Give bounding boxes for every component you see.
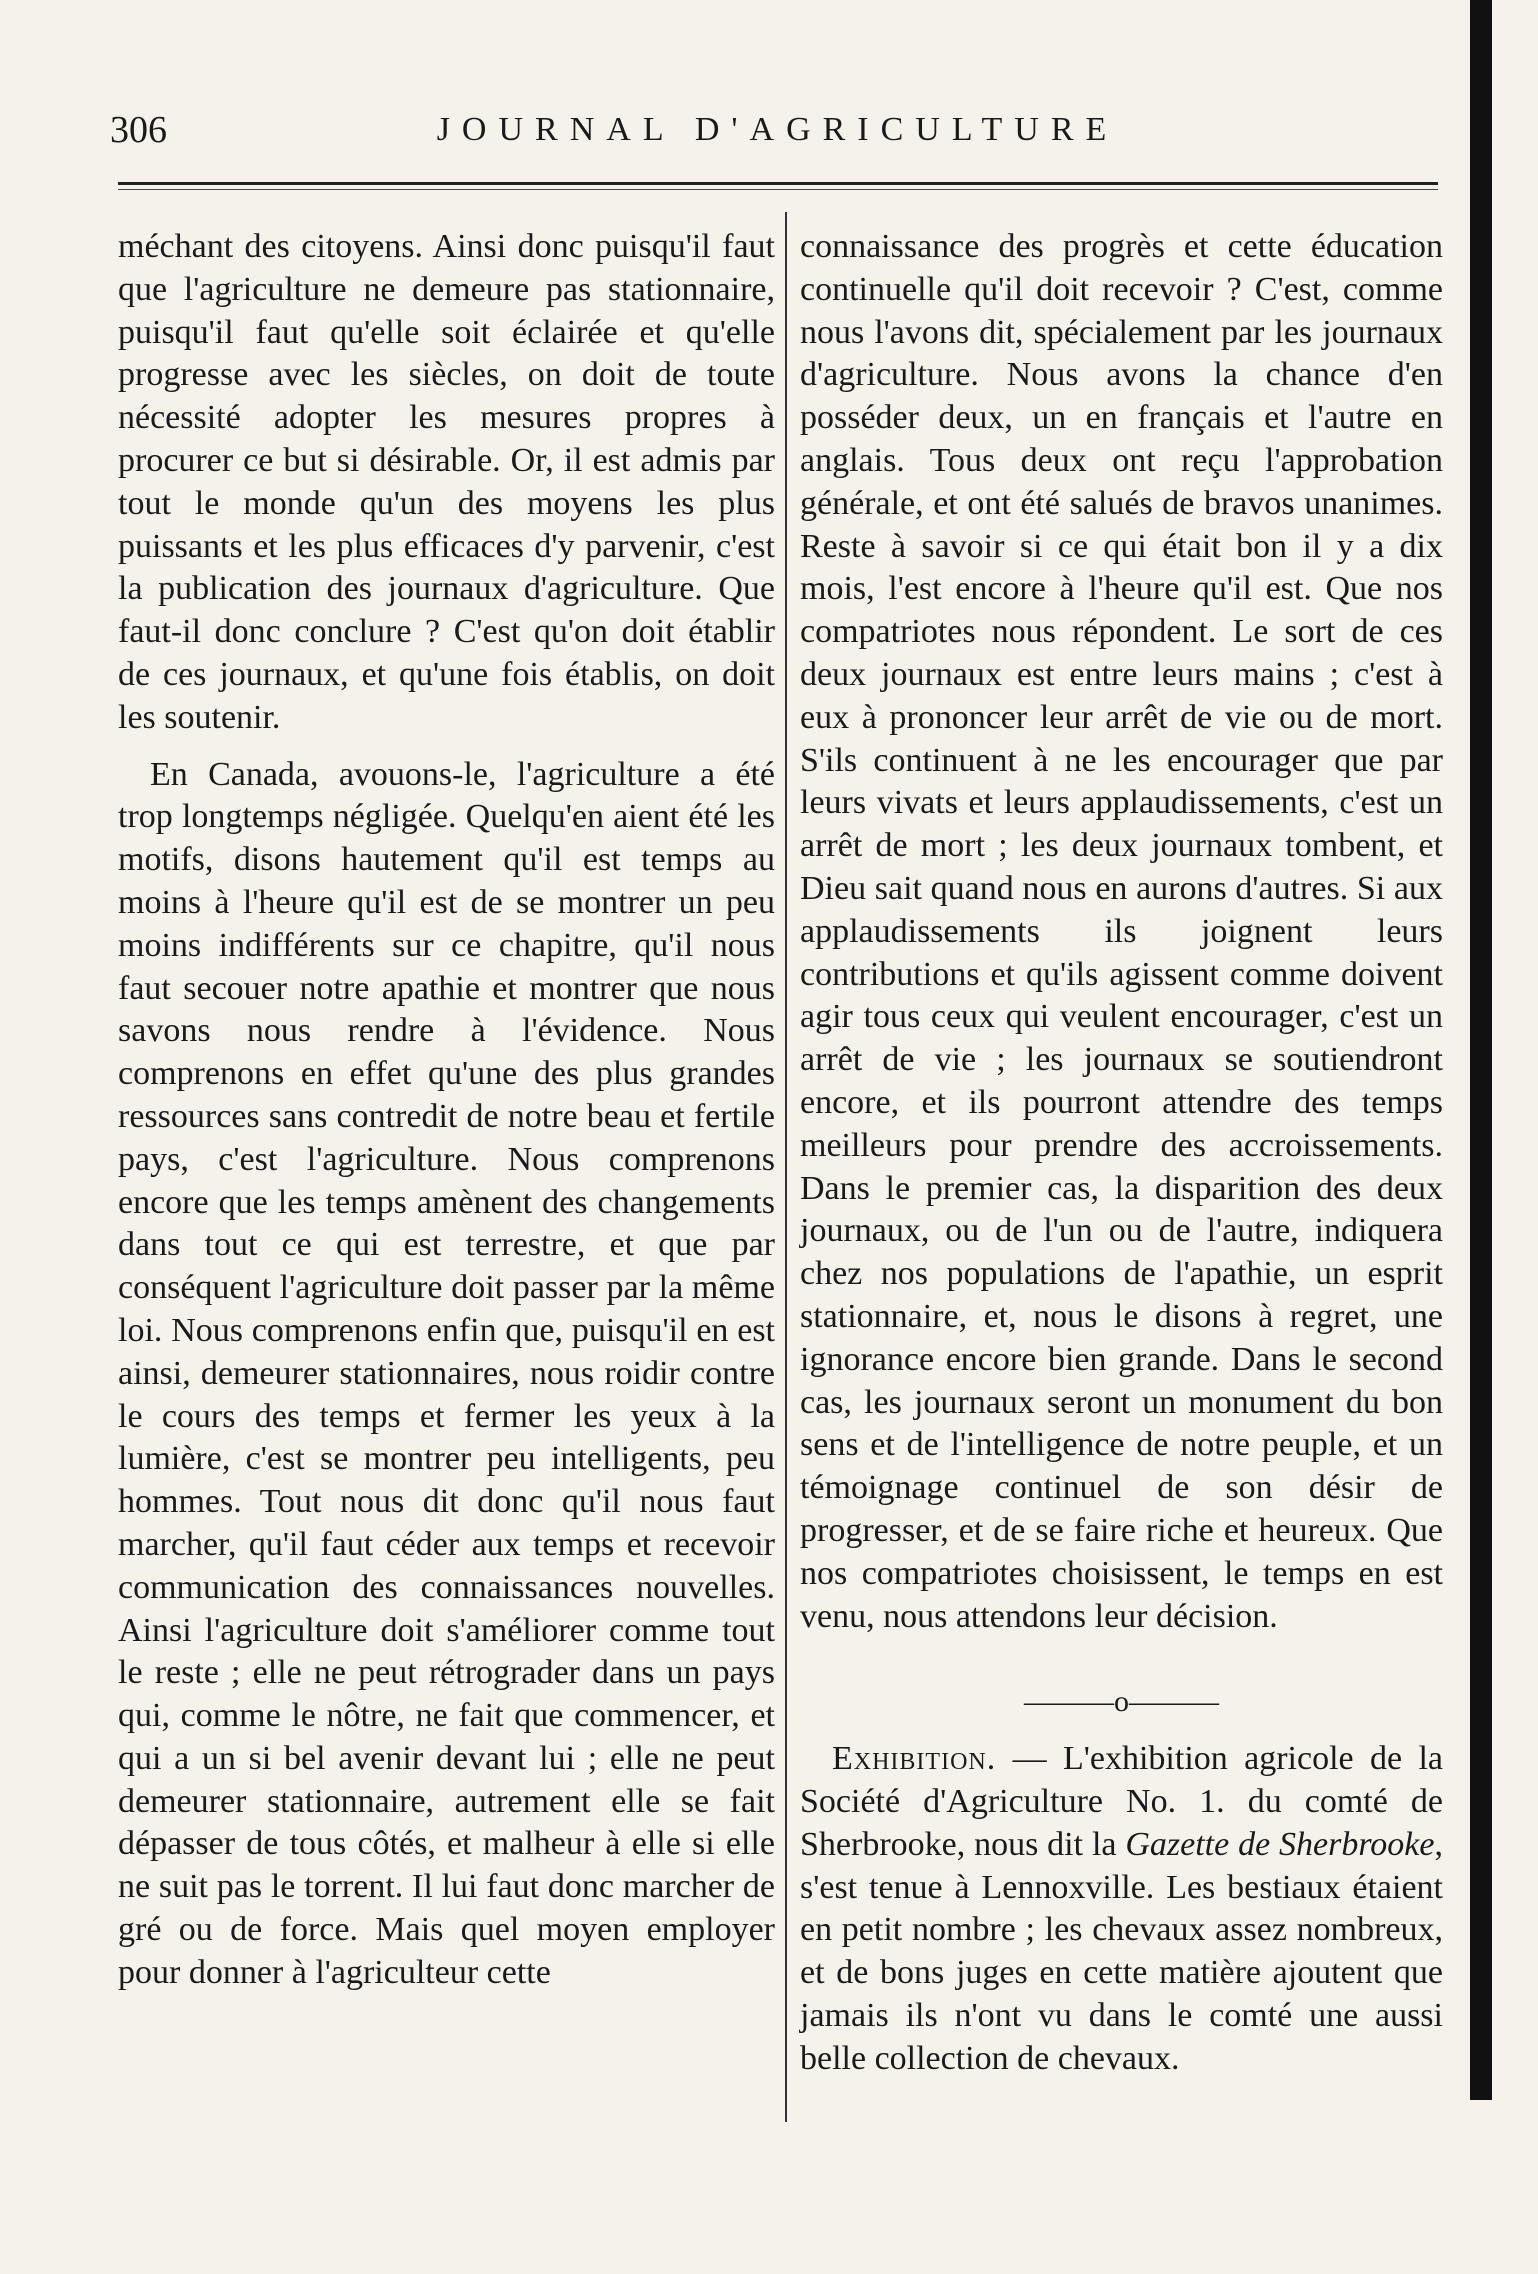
page-header <box>110 100 1445 160</box>
left-paragraph-1: méchant des citoyens. Ainsi donc puisqu'il faut que l'agriculture ne demeure pas stationnaire, puisqu'il faut qu'elle soit éclairée et qu'elle progresse avec les siècles, on doit de toute nécessité adopter les mesures propres à procurer ce but si désirable. Or, il est admis par tout le monde qu'un des moyens les plus puissants et les plus efficaces d'y parvenir, c'est la publication des journaux d'agriculture. Que faut-il donc conclure ? C'est qu'on doit établir de ces journaux, et qu'une fois établis, on doit les soutenir. <box>118 228 775 736</box>
left-paragraph-2: En Canada, avouons-le, l'agriculture a été trop longtemps négligée. Quelqu'en aient été les motifs, disons hautement qu'il est temps au moins à l'heure qu'il est de se montrer un peu moins indifférents sur ce chapitre, qu'il nous faut secouer notre apathie et montrer que nous savons nous rendre à l'évidence. Nous comprenons en effet qu'une des plus grandes ressources sans contredit de notre beau et fertile pays, c'est l'agriculture. Nous comprenons encore que les temps amènent des changements dans tout ce qui est terrestre, et que par conséquent l'agriculture doit passer par la même loi. Nous comprenons enfin que, puisqu'il en est ainsi, demeurer stationnaires, nous roidir contre le cours des temps et fermer les yeux à la lumière, c'est se montrer peu intelligents, peu hommes. Tout nous dit donc qu'il nous faut marcher, qu'il faut céder aux temps et recevoir communication des connaissances nouvelles. Ainsi l'agriculture doit s'améliorer comme tout le reste ; elle ne peut rétrograder dans un pays qui, comme le nôtre, ne fait que commencer, et qui a un si bel avenir devant lui ; elle ne peut demeurer stationnaire, autrement elle se fait dépasser de tous côtés, et malheur à elle si elle ne suit pas le torrent. Il lui faut donc marcher de gré ou de force. Mais quel moyen employer pour donner à l'agriculteur cette <box>118 755 775 1991</box>
exhibition-lead: Exhibition. <box>832 1740 997 1778</box>
right-paragraph-1: connaissance des progrès et cette éducation continuelle qu'il doit recevoir ? C'est, comme nous l'avons dit, spécialement par les journaux d'agriculture. Nous avons la chance d'en posséder deux, un en français et l'autre en anglais. Tous deux ont reçu l'approbation générale, et ont été salués de bravos unanimes. Reste à savoir si ce qui était bon il y a dix mois, l'est encore à l'heure qu'il est. Que nos compatriotes nous répondent. Le sort de ces deux journaux est entre leurs mains ; c'est à eux à prononcer leur arrêt de vie ou de mort. S'ils continuent à ne les encourager que par leurs vivats et leurs applaudissements, c'est un arrêt de mort ; les deux journaux tombent, et Dieu sait quand nous en aurons d'autres. Si aux applaudissements ils joignent leurs contributions et qu'ils agissent comme doivent agir tous ceux qui veulent encourager, c'est un arrêt de vie ; les journaux se soutiendront encore, et ils pourront attendre des temps meilleurs pour prendre des accroissements. Dans le premier cas, la disparition des deux journaux, ou de l'un ou de l'autre, indiquera chez nos populations de l'apathie, un esprit stationnaire, et, nous le disons à regret, une ignorance encore bien grande. Dans le second cas, les journaux seront un monument du bon sens et de l'intelligence de notre peuple, et un témoignage continuel de son désir de progresser, et de se faire riche et heureux. Que nos compatriotes choisissent, le temps en est venu, nous attendons leur décision. <box>800 228 1443 1635</box>
page-number: 306 <box>110 109 167 151</box>
exhibition-text-b: , s'est tenue à Lennoxville. Les bestiaux étaient en petit nombre ; les chevaux assez nombreux, et de bons juges en cette matière ajoutent que jamais ils n'ont vu dans le comté une aussi belle collection de chevaux. <box>800 1825 1443 2077</box>
right-column <box>800 226 1443 2081</box>
exhibition-text-a: — L'exhibition agricole de la Société d'Agriculture No. 1. du comté de Sherbrooke, nous dit la <box>800 1740 1443 1863</box>
source-title: Gazette de Sherbrooke <box>1125 1825 1435 1863</box>
exhibition-paragraph <box>800 1738 1443 2080</box>
section-separator: ———o——— <box>1024 1685 1219 1719</box>
binding-edge <box>1470 0 1492 2100</box>
left-column <box>118 226 775 1995</box>
header-rule <box>118 182 1438 185</box>
header-rule-thin <box>118 189 1438 190</box>
column-divider <box>785 212 787 2122</box>
running-title: JOURNAL D'AGRICULTURE <box>436 111 1119 148</box>
